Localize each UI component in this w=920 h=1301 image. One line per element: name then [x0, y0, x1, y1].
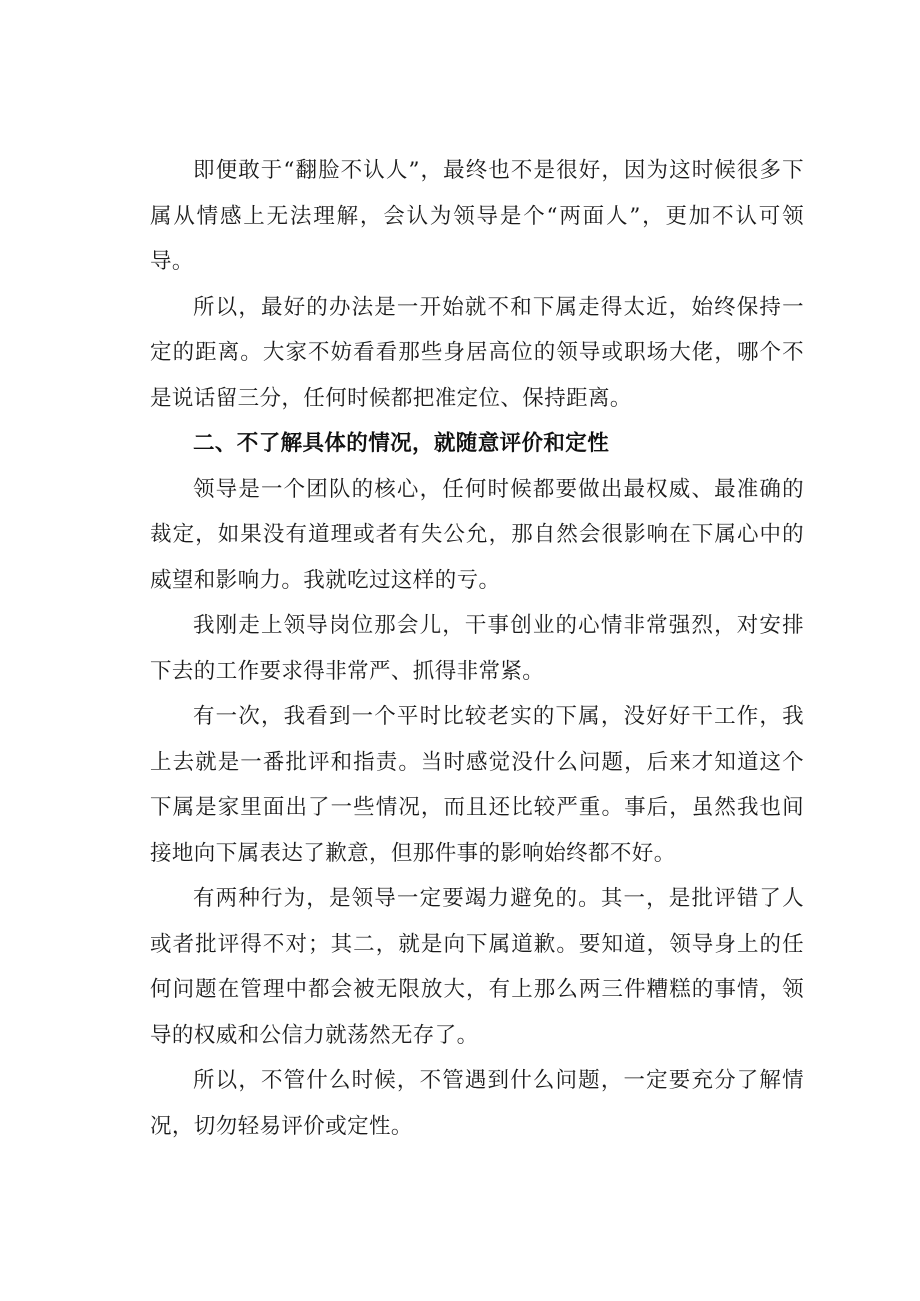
paragraph-1: 即便敢于“翻脸不认人”，最终也不是很好，因为这时候很多下属从情感上无法理解，会认为领导是个“两面人”，更加不认可领导。	[150, 158, 804, 274]
section-paragraph-4: 有两种行为，是领导一定要竭力避免的。其一，是批评错了人或者批评得不对；其二，就是向下属道歉。要知道，领导身上的任何问题在管理中都会被无限放大，有上那么两三件糟糕的事情，领导的权威和公信力就荡然无存了。	[150, 886, 804, 1048]
section-paragraph-3: 有一次，我看到一个平时比较老实的下属，没好好干工作，我上去就是一番批评和指责。当时感觉没什么问题，后来才知道这个下属是家里面出了一些情况，而且还比较严重。事后，虽然我也间接地向下属表达了歉意，但那件事的影响始终都不好。	[150, 704, 804, 866]
section-paragraph-2: 我刚走上领导岗位那会儿，干事创业的心情非常强烈，对安排下去的工作要求得非常严、抓得非常紧。	[150, 613, 804, 684]
section-heading: 二、不了解具体的情况，就随意评价和定性	[193, 431, 610, 456]
paragraph-2: 所以，最好的办法是一开始就不和下属走得太近，始终保持一定的距离。大家不妨看看那些身居高位的领导或职场大佬，哪个不是说话留三分，任何时候都把准定位、保持距离。	[150, 294, 804, 411]
document-page	[150, 148, 804, 1149]
section-paragraph-5: 所以，不管什么时候，不管遇到什么问题，一定要充分了解情况，切勿轻易评价或定性。	[150, 1068, 804, 1139]
section-paragraph-1: 领导是一个团队的核心，任何时候都要做出最权威、最准确的裁定，如果没有道理或者有失公允，那自然会很影响在下属心中的威望和影响力。我就吃过这样的亏。	[150, 476, 804, 593]
